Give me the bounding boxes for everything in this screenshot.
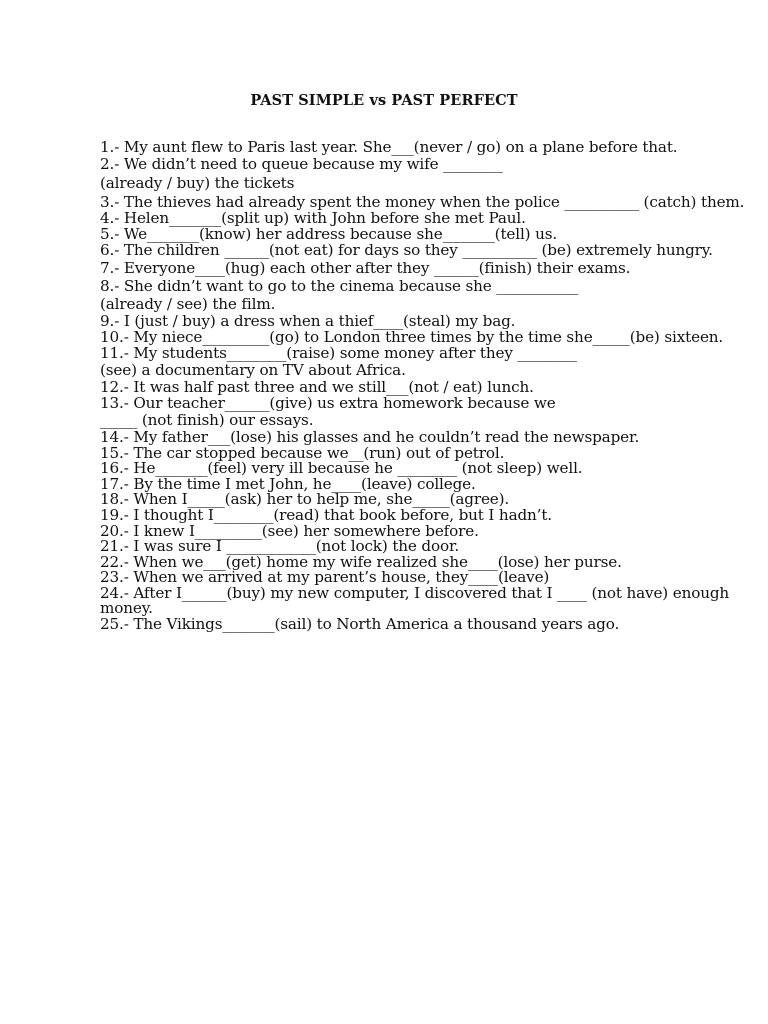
exercise-line-1: 1.- My aunt flew to Paris last year. She___(never / go) on a plane before that. (100, 138, 678, 156)
exercise-line-11-cont: (see) a documentary on TV about Africa. (100, 361, 406, 379)
exercise-line-19: 19.- I thought I________(read) that book before, but I hadn’t. (100, 506, 552, 524)
exercise-line-8-cont: (already / see) the film. (100, 295, 276, 313)
exercise-line-14: 14.- My father___(lose) his glasses and he couldn’t read the newspaper. (100, 428, 640, 446)
exercise-line-10: 10.- My niece_________(go) to London three times by the time she_____(be) sixteen. (100, 328, 724, 346)
exercise-line-24-cont: money. (100, 599, 153, 617)
page-title: PAST SIMPLE vs PAST PERFECT (250, 92, 518, 109)
exercise-line-12: 12.- It was half past three and we still___(not / eat) lunch. (100, 378, 534, 396)
exercise-line-20: 20.- I knew I_________(see) her somewhere before. (100, 522, 479, 540)
exercise-line-2: 2.- We didn’t need to queue because my wife ________ (100, 155, 503, 173)
exercise-line-17: 17.- By the time I met John, he____(leave) college. (100, 475, 476, 493)
exercise-line-25: 25.- The Vikings_______(sail) to North America a thousand years ago. (100, 615, 620, 633)
exercise-line-8: 8.- She didn’t want to go to the cinema because she ___________ (100, 277, 579, 295)
exercise-line-3: 3.- The thieves had already spent the money when the police __________ (catch) them. (100, 193, 745, 211)
exercise-line-24: 24.- After I______(buy) my new computer, I discovered that I ____ (not have) enough (100, 584, 730, 602)
exercise-line-13: 13.- Our teacher______(give) us extra homework because we (100, 394, 556, 412)
exercise-line-11: 11.- My students________(raise) some money after they ________ (100, 344, 577, 362)
exercise-line-23: 23.- When we arrived at my parent’s house, they____(leave) (100, 568, 550, 586)
exercise-line-9: 9.- I (just / buy) a dress when a thief____(steal) my bag. (100, 312, 516, 330)
exercise-line-16: 16.- He_______(feel) very ill because he ________ (not sleep) well. (100, 459, 583, 477)
exercise-line-2-cont: (already / buy) the tickets (100, 174, 295, 192)
exercise-line-4: 4.- Helen_______(split up) with John before she met Paul. (100, 209, 526, 227)
exercise-line-13-cont: _____ (not finish) our essays. (100, 411, 314, 429)
exercise-line-15: 15.- The car stopped because we__(run) out of petrol. (100, 444, 505, 462)
exercise-line-5: 5.- We_______(know) her address because she_______(tell) us. (100, 225, 558, 243)
exercise-line-6: 6.- The children ______(not eat) for days so they __________ (be) extremely hungry. (100, 241, 713, 259)
exercise-line-7: 7.- Everyone____(hug) each other after they ______(finish) their exams. (100, 259, 631, 277)
exercise-line-18: 18.- When I_____(ask) her to help me, she_____(agree). (100, 490, 510, 508)
exercise-line-22: 22.- When we___(get) home my wife realized she____(lose) her purse. (100, 553, 622, 571)
exercise-line-21: 21.- I was sure I ____________(not lock) the door. (100, 537, 460, 555)
